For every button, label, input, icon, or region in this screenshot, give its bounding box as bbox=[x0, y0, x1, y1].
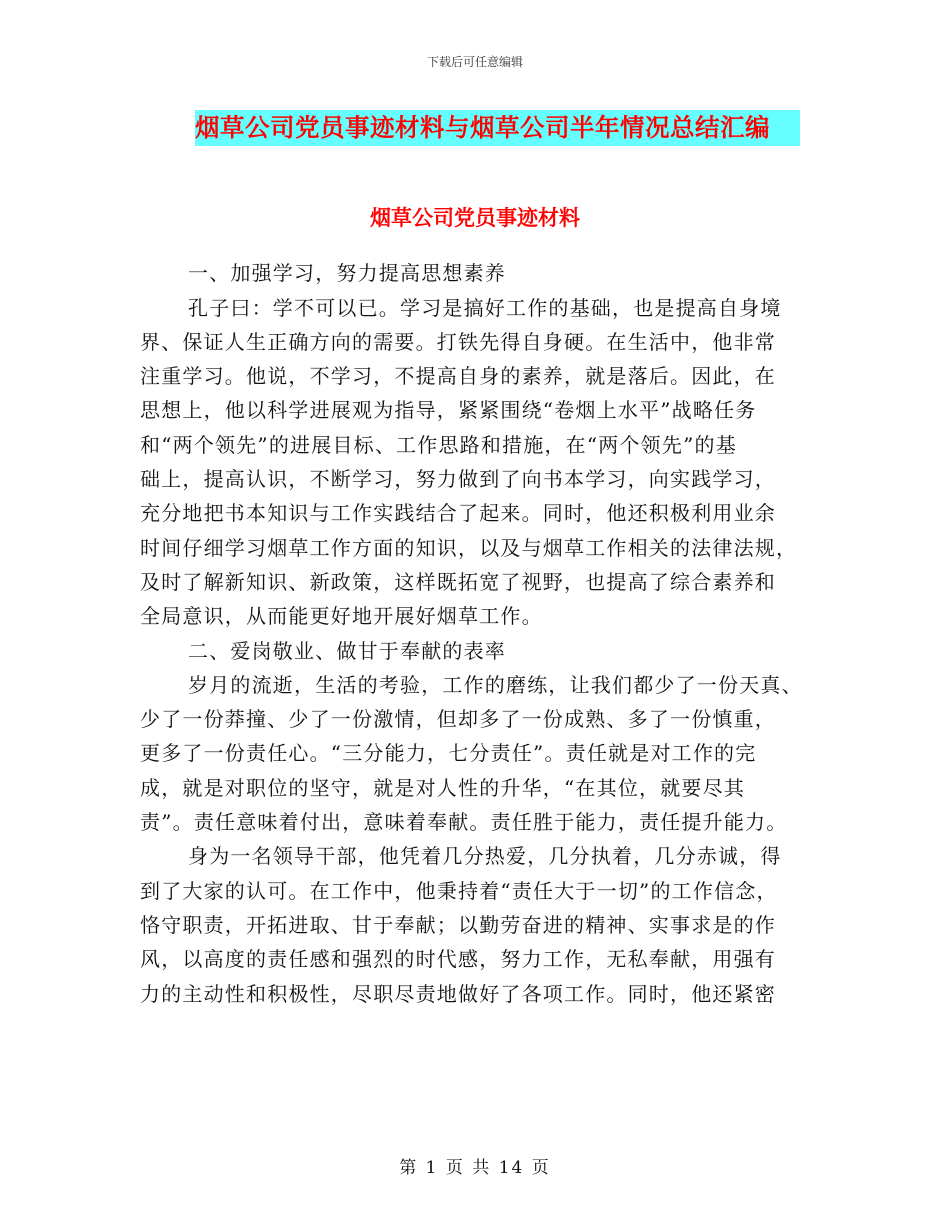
body-line: 注重学习。他说，不学习，不提高自身的素养，就是落后。因此，在 bbox=[140, 364, 776, 389]
document-body bbox=[140, 222, 815, 1011]
section-title: 烟草公司党员事迹材料 bbox=[370, 206, 580, 230]
body-line: 力的主动性和积极性，尽职尽责地做好了各项工作。同时，他还紧密 bbox=[140, 981, 776, 1006]
body-line: 充分地把书本知识与工作实践结合了起来。同时，他还积极利用业余 bbox=[140, 501, 776, 526]
body-line: 界、保证人生正确方向的需要。打铁先得自身硬。在生活中，他非常 bbox=[140, 329, 776, 354]
body-line: 身为一名领导干部，他凭着几分热爱，几分执着，几分赤诚，得 bbox=[188, 844, 782, 869]
body-spacer bbox=[140, 222, 815, 256]
body-line: 及时了解新知识、新政策，这样既拓宽了视野，也提高了综合素养和 bbox=[140, 569, 776, 594]
body-line: 少了一份莽撞、少了一份激情，但却多了一份成熟、多了一份慎重， bbox=[140, 707, 776, 732]
body-line: 础上，提高认识，不断学习，努力做到了向书本学习，向实践学习， bbox=[140, 467, 776, 492]
header-note: 下载后可任意编辑 bbox=[426, 55, 523, 69]
body-line: 时间仔细学习烟草工作方面的知识，以及与烟草工作相关的法律法规， bbox=[140, 535, 798, 560]
body-line: 风，以高度的责任感和强烈的时代感，努力工作，无私奉献，用强有 bbox=[140, 947, 776, 972]
body-line: 到了大家的认可。在工作中，他秉持着“责任大于一切”的工作信念， bbox=[140, 878, 778, 903]
body-line: 孔子曰：学不可以已。学习是搞好工作的基础，也是提高自身境 bbox=[188, 295, 782, 320]
body-line: 和“两个领先”的进展目标、工作思路和措施，在“两个领先”的基 bbox=[140, 432, 737, 457]
body-line: 责”。责任意味着付出，意味着奉献。责任胜于能力，责任提升能力。 bbox=[140, 810, 788, 835]
body-line: 一、加强学习，努力提高思想素养 bbox=[188, 261, 506, 286]
document-main-title: 烟草公司党员事迹材料与烟草公司半年情况总结汇编 bbox=[195, 110, 800, 146]
body-line: 二、爱岗敬业、做甘于奉献的表率 bbox=[188, 638, 506, 663]
body-line: 思想上，他以科学进展观为指导，紧紧围绕“卷烟上水平”战略任务 bbox=[140, 398, 757, 423]
body-line: 恪守职责，开拓进取、甘于奉献；以勤劳奋进的精神、实事求是的作 bbox=[140, 912, 776, 937]
body-line: 更多了一份责任心。“三分能力，七分责任”。责任就是对工作的完 bbox=[140, 741, 757, 766]
page-footer: 第 1 页 共 14 页 bbox=[399, 1158, 551, 1178]
body-line: 岁月的流逝，生活的考验，工作的磨练，让我们都少了一份天真、 bbox=[188, 672, 803, 697]
body-line: 全局意识，从而能更好地开展好烟草工作。 bbox=[140, 604, 543, 629]
body-line: 成，就是对职位的坚守，就是对人性的升华，“在其位，就要尽其 bbox=[140, 775, 746, 800]
